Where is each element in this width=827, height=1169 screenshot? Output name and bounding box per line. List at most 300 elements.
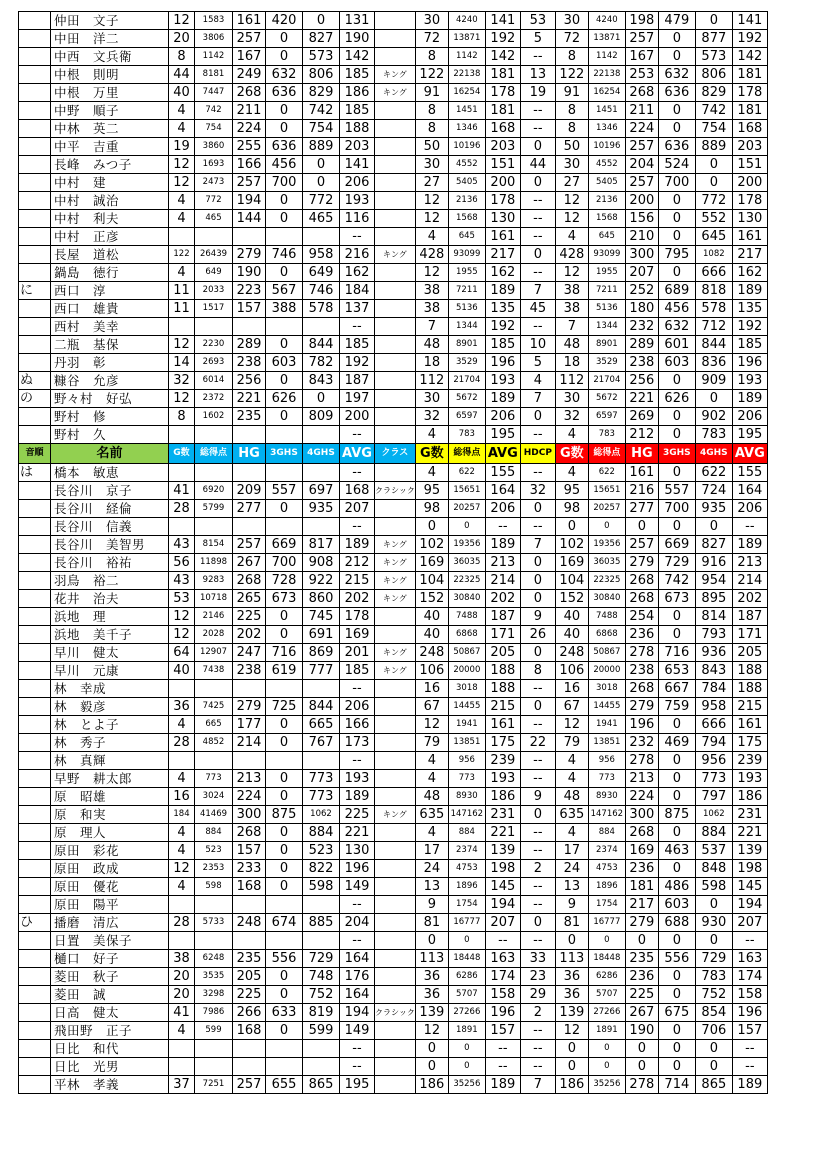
table-cell: 194 xyxy=(340,1004,375,1022)
table-cell: 523 xyxy=(303,842,340,860)
player-name: 中平 吉重 xyxy=(51,138,169,156)
table-cell: 5 xyxy=(520,354,555,372)
table-cell: 38 xyxy=(555,300,588,318)
table-cell: 161 xyxy=(625,464,658,482)
table-cell: 236 xyxy=(625,860,658,878)
table-cell: 184 xyxy=(169,806,195,824)
table-cell: 782 xyxy=(303,354,340,372)
table-cell: 844 xyxy=(303,336,340,354)
table-cell: 13 xyxy=(415,878,448,896)
table-cell: -- xyxy=(520,264,555,282)
table-cell: 601 xyxy=(658,336,695,354)
player-name: 中村 正彦 xyxy=(51,228,169,246)
table-cell: 860 xyxy=(303,590,340,608)
table-cell: 215 xyxy=(485,698,520,716)
table-cell: 72 xyxy=(415,30,448,48)
table-cell: 24 xyxy=(415,860,448,878)
index-kana: の xyxy=(19,390,51,408)
table-cell: 187 xyxy=(340,372,375,390)
table-cell: 192 xyxy=(485,30,520,48)
table-cell: 599 xyxy=(195,1022,233,1040)
table-cell: 0 xyxy=(303,390,340,408)
table-cell: 268 xyxy=(625,680,658,698)
index-kana xyxy=(19,824,51,842)
table-cell: 3806 xyxy=(195,30,233,48)
player-name: 飛田野 正子 xyxy=(51,1022,169,1040)
table-cell: 7 xyxy=(415,318,448,336)
table-cell: 142 xyxy=(340,48,375,66)
table-cell xyxy=(266,464,303,482)
table-cell xyxy=(375,228,416,246)
table-cell: 195 xyxy=(485,426,520,444)
table-cell: 213 xyxy=(732,554,767,572)
table-cell: 22325 xyxy=(448,572,485,590)
table-cell xyxy=(303,518,340,536)
table-cell: 463 xyxy=(658,842,695,860)
table-cell: 12 xyxy=(169,860,195,878)
table-cell: 178 xyxy=(485,84,520,102)
table-cell: 36 xyxy=(415,986,448,1004)
table-cell: 8 xyxy=(169,408,195,426)
table-cell: 16 xyxy=(169,788,195,806)
table-cell: 223 xyxy=(233,282,266,300)
table-cell: 1754 xyxy=(448,896,485,914)
table-cell: 185 xyxy=(340,66,375,84)
table-cell: 247 xyxy=(233,644,266,662)
table-cell: 0 xyxy=(658,716,695,734)
table-cell: 725 xyxy=(266,698,303,716)
table-cell: 599 xyxy=(303,1022,340,1040)
table-cell: 106 xyxy=(415,662,448,680)
player-name: 野村 久 xyxy=(51,426,169,444)
table-cell: 135 xyxy=(485,300,520,318)
table-cell: 205 xyxy=(485,644,520,662)
table-cell: 257 xyxy=(233,536,266,554)
table-cell: 4 xyxy=(169,824,195,842)
table-cell: 742 xyxy=(658,572,695,590)
table-cell: 0 xyxy=(695,174,732,192)
table-cell: 5136 xyxy=(588,300,625,318)
table-cell: 3535 xyxy=(195,968,233,986)
table-cell: 958 xyxy=(695,698,732,716)
table-cell: 0 xyxy=(695,390,732,408)
table-cell: 255 xyxy=(233,138,266,156)
index-kana xyxy=(19,698,51,716)
table-cell: 190 xyxy=(233,264,266,282)
table-cell: 1891 xyxy=(588,1022,625,1040)
table-cell: 4 xyxy=(415,752,448,770)
table-cell: 665 xyxy=(303,716,340,734)
index-kana xyxy=(19,860,51,878)
table-cell: 0 xyxy=(658,626,695,644)
index-kana xyxy=(19,518,51,536)
table-cell: -- xyxy=(520,896,555,914)
table-cell: 655 xyxy=(266,1076,303,1094)
table-cell: 192 xyxy=(485,318,520,336)
player-name: 鍋島 徳行 xyxy=(51,264,169,282)
table-cell: 300 xyxy=(625,806,658,824)
table-cell: 194 xyxy=(732,896,767,914)
table-cell: 266 xyxy=(233,1004,266,1022)
table-cell: 4 xyxy=(169,120,195,138)
table-cell: 922 xyxy=(303,572,340,590)
table-cell: 1062 xyxy=(695,806,732,824)
table-cell: 645 xyxy=(588,228,625,246)
table-cell: 248 xyxy=(415,644,448,662)
table-cell: 64 xyxy=(169,644,195,662)
table-cell: 162 xyxy=(732,264,767,282)
table-cell xyxy=(375,770,416,788)
table-cell: 8 xyxy=(520,662,555,680)
table-cell: 8154 xyxy=(195,536,233,554)
table-cell xyxy=(375,264,416,282)
table-cell: 116 xyxy=(340,210,375,228)
table-cell: 2028 xyxy=(195,626,233,644)
table-cell: 102 xyxy=(555,536,588,554)
table-cell: 265 xyxy=(233,590,266,608)
table-body xyxy=(19,12,768,1094)
table-cell xyxy=(169,932,195,950)
table-cell: 844 xyxy=(695,336,732,354)
table-cell: 0 xyxy=(266,824,303,842)
table-cell: 4 xyxy=(169,1022,195,1040)
table-cell: 636 xyxy=(266,138,303,156)
table-cell: -- xyxy=(520,932,555,950)
table-cell: -- xyxy=(485,1058,520,1076)
table-cell: 15651 xyxy=(448,482,485,500)
table-cell: 196 xyxy=(732,1004,767,1022)
player-name: 浜地 美千子 xyxy=(51,626,169,644)
table-cell: 6868 xyxy=(588,626,625,644)
table-cell: 645 xyxy=(695,228,732,246)
table-cell: 0 xyxy=(266,500,303,518)
player-name: 原田 陽平 xyxy=(51,896,169,914)
table-cell: 14 xyxy=(169,354,195,372)
table-cell xyxy=(169,752,195,770)
table-cell: 22138 xyxy=(448,66,485,84)
index-kana xyxy=(19,84,51,102)
table-cell: 157 xyxy=(485,1022,520,1040)
table-cell: 45 xyxy=(520,300,555,318)
table-cell: 238 xyxy=(233,662,266,680)
table-cell: 235 xyxy=(233,408,266,426)
table-cell: 4753 xyxy=(588,860,625,878)
table-cell: 231 xyxy=(485,806,520,824)
table-cell xyxy=(195,932,233,950)
table-cell: 104 xyxy=(415,572,448,590)
table-cell: 667 xyxy=(658,680,695,698)
table-cell: 4 xyxy=(415,464,448,482)
table-cell: 56 xyxy=(169,554,195,572)
table-row xyxy=(19,950,768,968)
table-cell: 214 xyxy=(485,572,520,590)
table-cell: 185 xyxy=(340,662,375,680)
table-cell: 267 xyxy=(625,1004,658,1022)
index-kana xyxy=(19,968,51,986)
index-kana xyxy=(19,806,51,824)
table-cell: 300 xyxy=(625,246,658,264)
table-cell xyxy=(375,950,416,968)
table-cell: 167 xyxy=(625,48,658,66)
table-cell: 181 xyxy=(625,878,658,896)
table-cell: 0 xyxy=(266,608,303,626)
table-cell: 13 xyxy=(520,66,555,84)
table-cell: 155 xyxy=(732,464,767,482)
table-cell: 248 xyxy=(233,914,266,932)
table-cell: 598 xyxy=(695,878,732,896)
table-cell: -- xyxy=(520,716,555,734)
table-cell: 203 xyxy=(732,138,767,156)
table-cell: 0 xyxy=(625,518,658,536)
table-cell: 653 xyxy=(658,662,695,680)
table-cell: 626 xyxy=(658,390,695,408)
table-cell: 256 xyxy=(233,372,266,390)
table-cell: 773 xyxy=(448,770,485,788)
index-kana xyxy=(19,354,51,372)
table-cell: 257 xyxy=(233,174,266,192)
table-cell: 12 xyxy=(415,264,448,282)
table-row xyxy=(19,84,768,102)
table-cell xyxy=(169,1058,195,1076)
table-cell: 7211 xyxy=(448,282,485,300)
table-cell xyxy=(195,426,233,444)
player-name: 二瓶 基保 xyxy=(51,336,169,354)
table-row xyxy=(19,408,768,426)
table-cell: 0 xyxy=(520,698,555,716)
table-cell xyxy=(375,626,416,644)
table-cell: 843 xyxy=(303,372,340,390)
table-cell: -- xyxy=(485,1040,520,1058)
table-cell: 865 xyxy=(695,1076,732,1094)
table-row xyxy=(19,1058,768,1076)
table-cell: 122 xyxy=(555,66,588,84)
table-cell: 865 xyxy=(303,1076,340,1094)
table-cell: 619 xyxy=(266,662,303,680)
table-cell: 184 xyxy=(340,282,375,300)
table-cell: 13851 xyxy=(448,734,485,752)
table-cell: 169 xyxy=(415,554,448,572)
table-cell: -- xyxy=(520,228,555,246)
table-cell: 674 xyxy=(266,914,303,932)
table-cell: 163 xyxy=(732,950,767,968)
table-cell: 0 xyxy=(266,788,303,806)
table-cell: 773 xyxy=(695,770,732,788)
table-cell: 669 xyxy=(658,536,695,554)
table-cell: 48 xyxy=(415,788,448,806)
table-cell: 4 xyxy=(415,824,448,842)
table-cell: 12 xyxy=(555,192,588,210)
index-kana xyxy=(19,300,51,318)
table-cell xyxy=(266,518,303,536)
table-cell: 844 xyxy=(303,698,340,716)
table-cell: 175 xyxy=(732,734,767,752)
table-cell xyxy=(233,228,266,246)
table-cell: 12 xyxy=(169,626,195,644)
table-row xyxy=(19,680,768,698)
table-cell: 9 xyxy=(555,896,588,914)
table-cell: 822 xyxy=(303,860,340,878)
table-cell: 729 xyxy=(303,950,340,968)
table-cell: 98 xyxy=(555,500,588,518)
table-cell: 3024 xyxy=(195,788,233,806)
index-kana xyxy=(19,788,51,806)
table-cell: 0 xyxy=(520,500,555,518)
table-cell: 277 xyxy=(625,500,658,518)
table-cell: 268 xyxy=(625,84,658,102)
column-header: AVG xyxy=(485,444,520,464)
table-cell: 36 xyxy=(415,968,448,986)
table-cell: 632 xyxy=(658,318,695,336)
table-cell: 636 xyxy=(658,84,695,102)
table-cell: 0 xyxy=(658,120,695,138)
table-cell: 186 xyxy=(485,788,520,806)
table-cell: 32 xyxy=(555,408,588,426)
table-cell: 869 xyxy=(303,644,340,662)
table-cell xyxy=(375,48,416,66)
table-cell xyxy=(375,788,416,806)
table-cell: 161 xyxy=(233,12,266,30)
table-cell: 257 xyxy=(233,1076,266,1094)
table-cell: 0 xyxy=(520,644,555,662)
table-cell: 0 xyxy=(625,1040,658,1058)
table-cell: 181 xyxy=(485,66,520,84)
table-cell: 8 xyxy=(415,102,448,120)
table-cell: 157 xyxy=(233,842,266,860)
table-cell: -- xyxy=(520,102,555,120)
table-cell: 598 xyxy=(303,878,340,896)
table-cell xyxy=(375,878,416,896)
table-cell: 145 xyxy=(732,878,767,896)
table-cell: 742 xyxy=(695,102,732,120)
table-cell: キング xyxy=(375,572,416,590)
player-name: 日比 和代 xyxy=(51,1040,169,1058)
table-cell: 20000 xyxy=(588,662,625,680)
table-cell: 1891 xyxy=(448,1022,485,1040)
table-cell: 4 xyxy=(555,228,588,246)
table-cell: 26439 xyxy=(195,246,233,264)
table-cell: 5707 xyxy=(588,986,625,1004)
table-cell: 192 xyxy=(732,318,767,336)
table-cell: 0 xyxy=(520,174,555,192)
table-cell: 188 xyxy=(732,680,767,698)
table-cell: 67 xyxy=(555,698,588,716)
table-cell: 877 xyxy=(695,30,732,48)
table-cell: 202 xyxy=(233,626,266,644)
table-cell: 0 xyxy=(266,372,303,390)
table-cell: 252 xyxy=(625,282,658,300)
table-cell: 6920 xyxy=(195,482,233,500)
index-kana xyxy=(19,608,51,626)
table-cell: 935 xyxy=(303,500,340,518)
table-cell: 13 xyxy=(555,878,588,896)
table-row xyxy=(19,1076,768,1094)
player-name: 原田 優花 xyxy=(51,878,169,896)
table-cell: 95 xyxy=(555,482,588,500)
table-cell: 188 xyxy=(732,662,767,680)
table-cell: 35256 xyxy=(588,1076,625,1094)
table-cell: 48 xyxy=(555,336,588,354)
table-cell: 0 xyxy=(266,192,303,210)
table-cell: 7447 xyxy=(195,84,233,102)
table-cell: 1955 xyxy=(448,264,485,282)
table-cell: 157 xyxy=(233,300,266,318)
index-kana xyxy=(19,590,51,608)
table-row xyxy=(19,246,768,264)
table-cell: 249 xyxy=(233,66,266,84)
table-cell: 268 xyxy=(233,572,266,590)
table-cell: 171 xyxy=(485,626,520,644)
table-cell: 30840 xyxy=(588,590,625,608)
table-cell: 231 xyxy=(732,806,767,824)
table-cell: 200 xyxy=(625,192,658,210)
table-cell: 16 xyxy=(555,680,588,698)
table-cell: 7488 xyxy=(448,608,485,626)
table-cell: 794 xyxy=(695,734,732,752)
table-cell: 186 xyxy=(555,1076,588,1094)
table-cell: 752 xyxy=(695,986,732,1004)
table-cell: 32 xyxy=(169,372,195,390)
table-cell: 0 xyxy=(520,138,555,156)
table-cell: 0 xyxy=(303,174,340,192)
table-cell: 827 xyxy=(303,30,340,48)
table-cell: 67 xyxy=(415,698,448,716)
table-cell: 151 xyxy=(732,156,767,174)
table-cell: 772 xyxy=(195,192,233,210)
index-kana xyxy=(19,950,51,968)
table-cell: 102 xyxy=(415,536,448,554)
table-cell: 12 xyxy=(415,1022,448,1040)
table-cell: 1346 xyxy=(448,120,485,138)
table-cell: 4 xyxy=(555,770,588,788)
table-cell: 268 xyxy=(625,572,658,590)
table-cell: 167 xyxy=(233,48,266,66)
table-cell xyxy=(303,464,340,482)
index-kana xyxy=(19,626,51,644)
table-row xyxy=(19,372,768,390)
table-cell: 79 xyxy=(415,734,448,752)
table-cell xyxy=(233,1040,266,1058)
table-cell: 9 xyxy=(415,896,448,914)
table-cell: 1344 xyxy=(448,318,485,336)
table-cell: 666 xyxy=(695,264,732,282)
table-cell: 0 xyxy=(520,246,555,264)
table-cell xyxy=(375,1058,416,1076)
index-kana xyxy=(19,932,51,950)
table-cell: 221 xyxy=(233,390,266,408)
table-cell xyxy=(375,734,416,752)
player-name: 林 毅彦 xyxy=(51,698,169,716)
table-cell: 30 xyxy=(415,12,448,30)
table-cell: 649 xyxy=(195,264,233,282)
table-cell: 783 xyxy=(448,426,485,444)
table-cell: 112 xyxy=(555,372,588,390)
table-cell: 2 xyxy=(520,860,555,878)
table-cell: 30 xyxy=(415,156,448,174)
table-cell: 0 xyxy=(520,408,555,426)
table-cell: 38 xyxy=(415,300,448,318)
table-cell: 2353 xyxy=(195,860,233,878)
table-cell: 213 xyxy=(625,770,658,788)
table-cell: 669 xyxy=(266,536,303,554)
table-cell: 767 xyxy=(303,734,340,752)
index-kana xyxy=(19,1040,51,1058)
table-cell xyxy=(375,372,416,390)
table-row xyxy=(19,1022,768,1040)
table-cell: 206 xyxy=(340,698,375,716)
table-cell: 257 xyxy=(625,30,658,48)
table-cell: -- xyxy=(520,210,555,228)
table-cell: 742 xyxy=(195,102,233,120)
